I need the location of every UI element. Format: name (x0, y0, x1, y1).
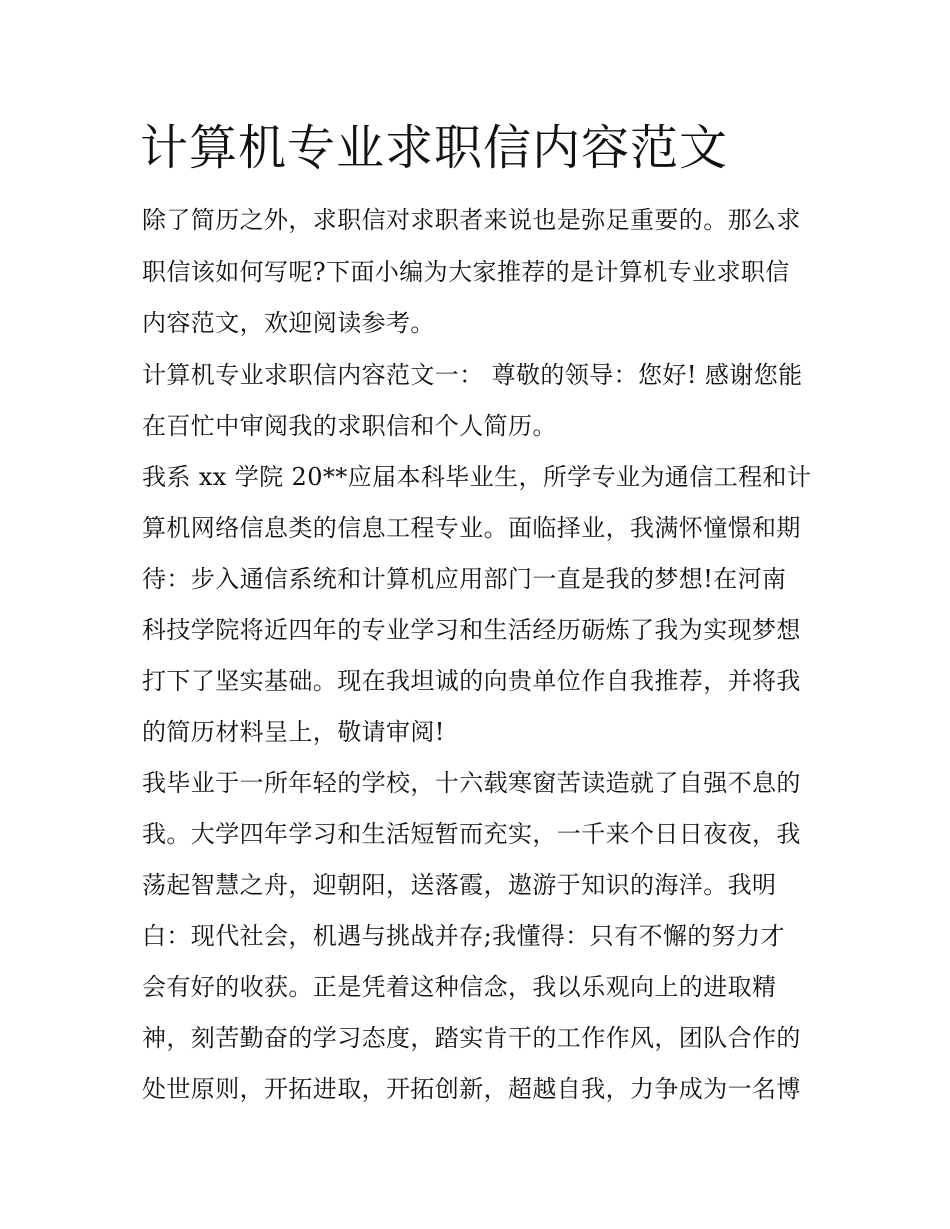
body-line: 计算机专业求职信内容范文一： 尊敬的领导：您好! 感谢您能 (142, 361, 803, 389)
body-line: 算机网络信息类的信息工程专业。面临择业，我满怀憧憬和期 (142, 514, 801, 542)
body-line: 内容范文，欢迎阅读参考。 (142, 309, 435, 337)
body-line: 我。大学四年学习和生活短暂而充实，一千来个日日夜夜，我 (142, 820, 801, 848)
document-title: 计算机专业求职信内容范文 (140, 120, 729, 176)
body-line: 在百忙中审阅我的求职信和个人简历。 (142, 412, 557, 440)
body-line: 科技学院将近四年的专业学习和生活经历砺炼了我为实现梦想 (142, 616, 801, 644)
body-line: 我系 xx 学院 20**应届本科毕业生，所学专业为通信工程和计 (142, 463, 812, 491)
body-line: 会有好的收获。正是凭着这种信念，我以乐观向上的进取精 (142, 973, 777, 1001)
body-line: 荡起智慧之舟，迎朝阳，送落霞，遨游于知识的海洋。我明 (142, 871, 777, 899)
body-line: 除了简历之外，求职信对求职者来说也是弥足重要的。那么求 (142, 206, 801, 234)
body-line: 处世原则，开拓进取，开拓创新，超越自我，力争成为一名博 (142, 1075, 801, 1103)
body-line: 打下了坚实基础。现在我坦诚的向贵单位作自我推荐，并将我 (142, 667, 801, 695)
body-line: 待：步入通信系统和计算机应用部门一直是我的梦想!在河南 (142, 565, 787, 593)
body-line: 白：现代社会，机遇与挑战并存;我懂得：只有不懈的努力才 (142, 922, 785, 950)
body-line: 职信该如何写呢?下面小编为大家推荐的是计算机专业求职信 (142, 258, 790, 286)
body-line: 我毕业于一所年轻的学校，十六载寒窗苦读造就了自强不息的 (142, 769, 801, 797)
body-line: 神，刻苦勤奋的学习态度，踏实肯干的工作作风，团队合作的 (142, 1024, 801, 1052)
body-line: 的简历材料呈上，敬请审阅! (142, 718, 445, 746)
